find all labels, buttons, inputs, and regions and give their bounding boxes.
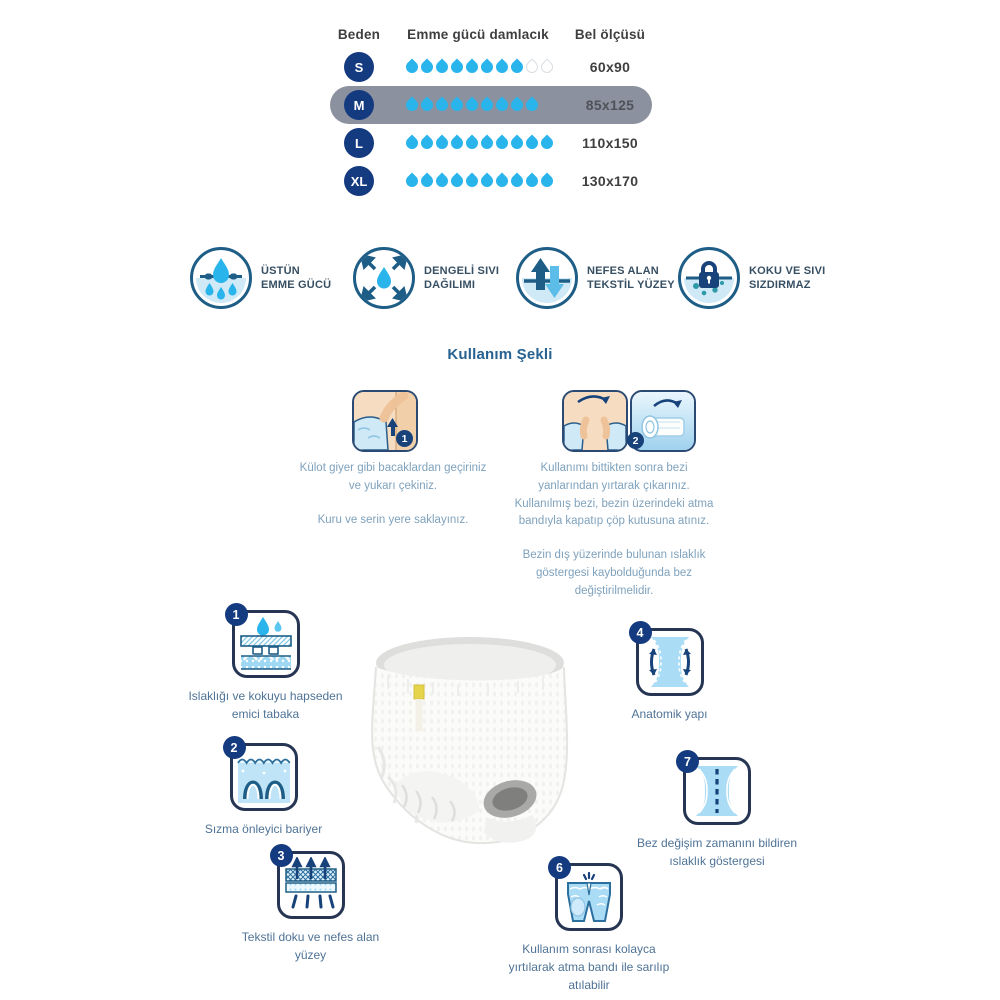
droplet-filled-icon: [538, 173, 555, 190]
benefit-label: [424, 264, 499, 293]
droplet-filled-icon: [478, 173, 495, 190]
usage-step-1-text: [295, 460, 491, 545]
waist-size-value: 85x125: [585, 97, 635, 113]
benefit-label-line2: DAĞILIMI: [424, 279, 476, 291]
droplet-filled-icon: [418, 97, 435, 114]
droplet-filled-icon: [538, 135, 555, 152]
benefit-label: [587, 264, 675, 293]
usage-paragraph: Külot giyer gibi bacaklardan geçiriniz ve yukarı çekiniz.: [299, 462, 487, 492]
droplet-filled-icon: [463, 59, 480, 76]
tear-disposal-icon: [555, 860, 623, 931]
disposal-illustration: [562, 390, 696, 452]
droplet-filled-icon: [493, 173, 510, 190]
feature-anatomic-shape: [592, 625, 747, 723]
droplet-filled-icon: [463, 173, 480, 190]
size-row-l[interactable]: [330, 124, 652, 162]
droplet-filled-icon: [478, 97, 495, 114]
feature-label: Bez değişim zamanını bildiren ıslaklık göstergesi: [636, 836, 798, 868]
droplet-filled-icon: [448, 135, 465, 152]
droplet-filled-icon: [463, 97, 480, 114]
feature-breathable-textile: [228, 848, 393, 964]
leak-barrier-icon: [230, 740, 298, 811]
benefit-breathable-textile: [516, 247, 681, 309]
droplet-filled-icon: [508, 173, 525, 190]
absorption-icon: [190, 247, 252, 309]
size-badge: L: [344, 128, 374, 158]
absorbent-layers-icon: [232, 607, 300, 678]
header-absorbency-label: Emme gücü damlacık: [407, 26, 549, 42]
pull-up-panel: [352, 390, 418, 452]
feature-number-badge: 3: [270, 844, 293, 867]
droplet-filled-icon: [433, 97, 450, 114]
feature-wetness-indicator: [632, 754, 802, 870]
benefit-label-line1: KOKU VE SIVI: [749, 264, 826, 277]
feature-number-badge: 1: [225, 603, 248, 626]
benefit-label-line2: TEKSTİL YÜZEY: [587, 279, 675, 291]
feature-label: Kullanım sonrası kolayca yırtılarak atma bandı ile sarılıp atılabilir: [508, 942, 670, 992]
size-row-m[interactable]: [330, 86, 652, 124]
feature-leak-barrier: [186, 740, 341, 838]
feature-label: Tekstil doku ve nefes alan yüzey: [241, 930, 380, 962]
droplet-filled-icon: [403, 59, 420, 76]
benefit-label-line1: DENGELİ SIVI: [424, 264, 500, 277]
droplet-filled-icon: [493, 97, 510, 114]
absorbency-drops: [388, 137, 568, 149]
usage-step-2-text: [510, 460, 718, 617]
step-number-badge: 2: [627, 432, 644, 449]
size-badge: S: [344, 52, 374, 82]
droplet-filled-icon: [448, 173, 465, 190]
droplet-empty-icon: [538, 59, 555, 76]
feature-absorbent-core: [188, 607, 343, 723]
feature-label: Anatomik yapı: [631, 707, 708, 721]
droplet-filled-icon: [448, 97, 465, 114]
benefit-label: [749, 264, 825, 293]
droplet-filled-icon: [508, 135, 525, 152]
absorbency-drops: [388, 175, 568, 187]
product-photo: [358, 627, 588, 854]
size-badge: M: [344, 90, 374, 120]
feature-number-badge: 6: [548, 856, 571, 879]
feature-number-badge: 2: [223, 736, 246, 759]
droplet-filled-icon: [433, 135, 450, 152]
benefit-label-line1: NEFES ALAN: [587, 264, 659, 277]
anatomic-shape-icon: [636, 625, 704, 696]
pull-up-illustration: [352, 390, 418, 452]
droplet-filled-icon: [478, 135, 495, 152]
breathable-textile-icon: [516, 247, 578, 309]
droplet-filled-icon: [403, 135, 420, 152]
waist-size-value: 130x170: [581, 173, 639, 189]
droplet-filled-icon: [493, 135, 510, 152]
droplet-filled-icon: [433, 59, 450, 76]
size-row-xl[interactable]: [330, 162, 652, 200]
usage-paragraph: Kuru ve serin yere saklayınız.: [317, 513, 469, 526]
size-row-s[interactable]: [330, 48, 652, 86]
waist-size-value: 110x150: [582, 135, 638, 151]
step-number-badge: 1: [396, 430, 413, 447]
usage-paragraph: Kullanımı bittikten sonra bezi yanlarından yırtarak çıkarınız. Kullanılmış bezi, bezin üzerindeki atma bandıyla kapatıp çöp kutusuna atınız.: [514, 462, 714, 528]
benefit-absorption: [190, 247, 355, 309]
droplet-filled-icon: [433, 173, 450, 190]
droplet-filled-icon: [493, 59, 510, 76]
droplet-filled-icon: [418, 173, 435, 190]
benefit-label-line2: EMME GÜCÜ: [261, 279, 332, 291]
waist-size-value: 60x90: [589, 59, 631, 75]
droplet-filled-icon: [403, 97, 420, 114]
absorbency-drops: [388, 61, 568, 73]
textile-mesh-icon: [277, 848, 345, 919]
header-size-label: Beden: [337, 26, 381, 42]
feature-label: Islaklığı ve kokuyu hapseden emici tabaka: [188, 689, 343, 721]
benefit-liquid-distribution: [353, 247, 518, 309]
usage-section-title: Kullanım Şekli: [447, 346, 553, 363]
droplet-filled-icon: [418, 59, 435, 76]
droplet-empty-icon: [523, 59, 540, 76]
feature-number-badge: 7: [676, 750, 699, 773]
size-table: [330, 20, 652, 200]
benefit-label: [261, 264, 331, 293]
tear-off-panel: [562, 390, 628, 452]
droplet-filled-icon: [403, 173, 420, 190]
droplet-filled-icon: [508, 59, 525, 76]
droplet-filled-icon: [523, 135, 540, 152]
droplet-filled-icon: [448, 59, 465, 76]
droplet-filled-icon: [523, 97, 540, 114]
header-waist-label: Bel ölçüsü: [574, 26, 646, 42]
size-badge: XL: [344, 166, 374, 196]
droplet-filled-icon: [463, 135, 480, 152]
feature-easy-disposal: [504, 860, 674, 994]
size-table-header: [330, 20, 652, 48]
droplet-filled-icon: [523, 173, 540, 190]
benefit-label-line1: ÜSTÜN: [261, 264, 300, 277]
odor-lock-icon: [678, 247, 740, 309]
usage-paragraph: Bezin dış yüzerinde bulunan ıslaklık göstergesi kaybolduğunda bez değiştirilmelidir.: [522, 549, 706, 597]
feature-number-badge: 4: [629, 621, 652, 644]
droplet-filled-icon: [508, 97, 525, 114]
benefit-label-line2: SIZDIRMAZ: [749, 279, 811, 291]
wetness-indicator-icon: [683, 754, 751, 825]
liquid-distribution-icon: [353, 247, 415, 309]
feature-label: Sızma önleyici bariyer: [204, 822, 323, 836]
droplet-filled-icon: [478, 59, 495, 76]
benefit-odor-lock: [678, 247, 843, 309]
droplet-filled-icon: [418, 135, 435, 152]
absorbency-drops: [388, 99, 568, 111]
